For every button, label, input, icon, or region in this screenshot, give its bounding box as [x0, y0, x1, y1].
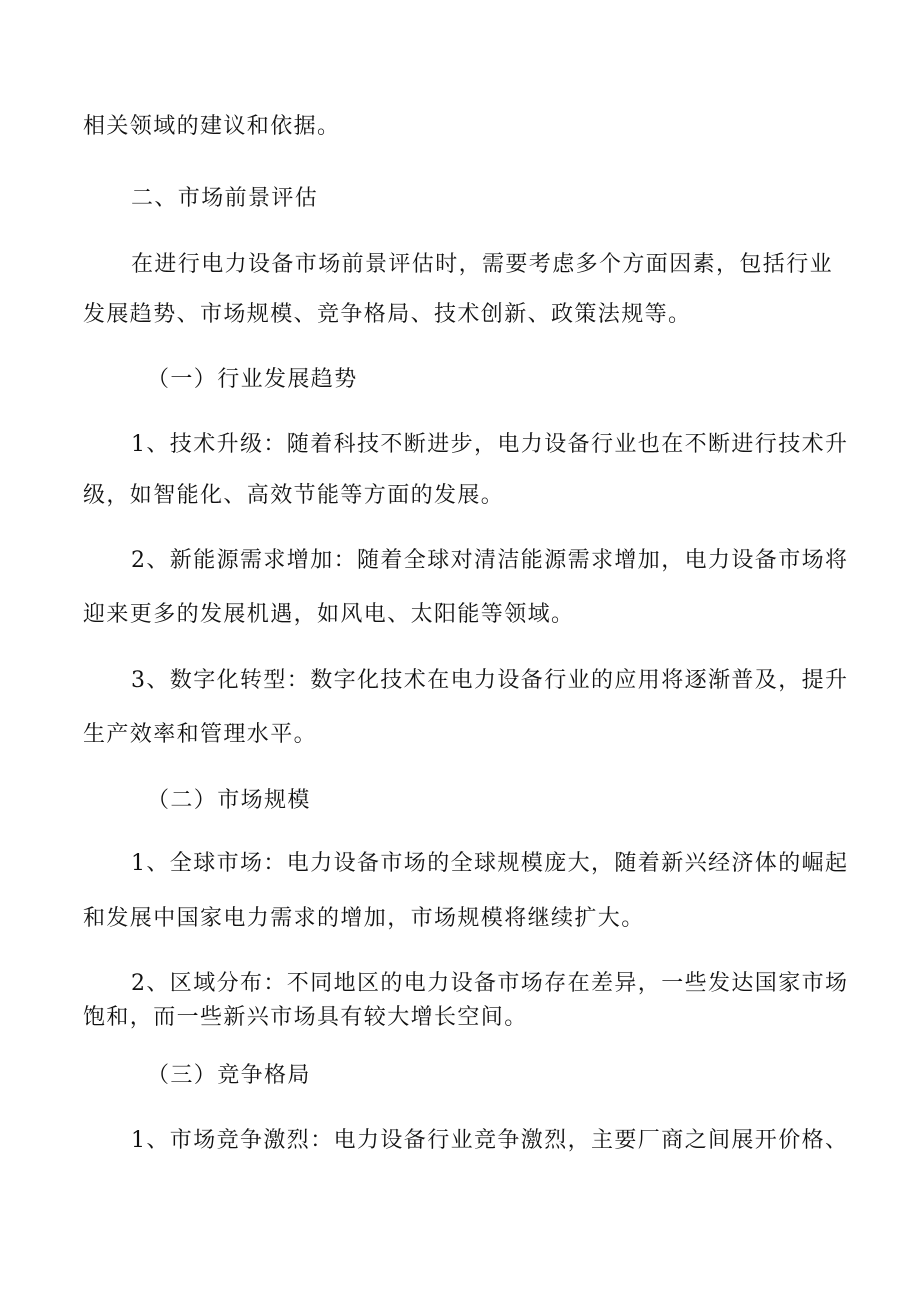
subsection-heading-industry-trend: （一）行业发展趋势 [147, 367, 358, 392]
paragraph-line: 2、区域分布：不同地区的电力设备市场存在差异，一些发达国家市场 [131, 971, 849, 996]
paragraph-line: 2、新能源需求增加：随着全球对清洁能源需求增加，电力设备市场将 [131, 548, 849, 573]
paragraph-line: 级，如智能化、高效节能等方面的发展。 [83, 483, 505, 508]
paragraph-line: 1、全球市场：电力设备市场的全球规模庞大，随着新兴经济体的崛起 [131, 851, 849, 876]
paragraph-line: 饱和，而一些新兴市场具有较大增长空间。 [83, 1005, 528, 1030]
paragraph-line: 和发展中国家电力需求的增加，市场规模将继续扩大。 [83, 906, 645, 931]
paragraph-line: 相关领域的建议和依据。 [83, 114, 341, 139]
section-heading-market-outlook: 二、市场前景评估 [131, 186, 319, 211]
paragraph-line: 在进行电力设备市场前景评估时，需要考虑多个方面因素，包括行业 [131, 252, 834, 277]
paragraph-line: 迎来更多的发展机遇，如风电、太阳能等领域。 [83, 602, 575, 627]
paragraph-line: 生产效率和管理水平。 [83, 722, 318, 747]
subsection-heading-competition: （三）竞争格局 [147, 1063, 311, 1088]
paragraph-line: 1、市场竞争激烈：电力设备行业竞争激烈，主要厂商之间展开价格、 [131, 1128, 849, 1153]
subsection-heading-market-scale: （二）市场规模 [147, 788, 311, 813]
paragraph-line: 1、技术升级：随着科技不断进步，电力设备行业也在不断进行技术升 [131, 432, 849, 457]
paragraph-line: 3、数字化转型：数字化技术在电力设备行业的应用将逐渐普及，提升 [131, 668, 849, 693]
paragraph-line: 发展趋势、市场规模、竞争格局、技术创新、政策法规等。 [83, 302, 692, 327]
